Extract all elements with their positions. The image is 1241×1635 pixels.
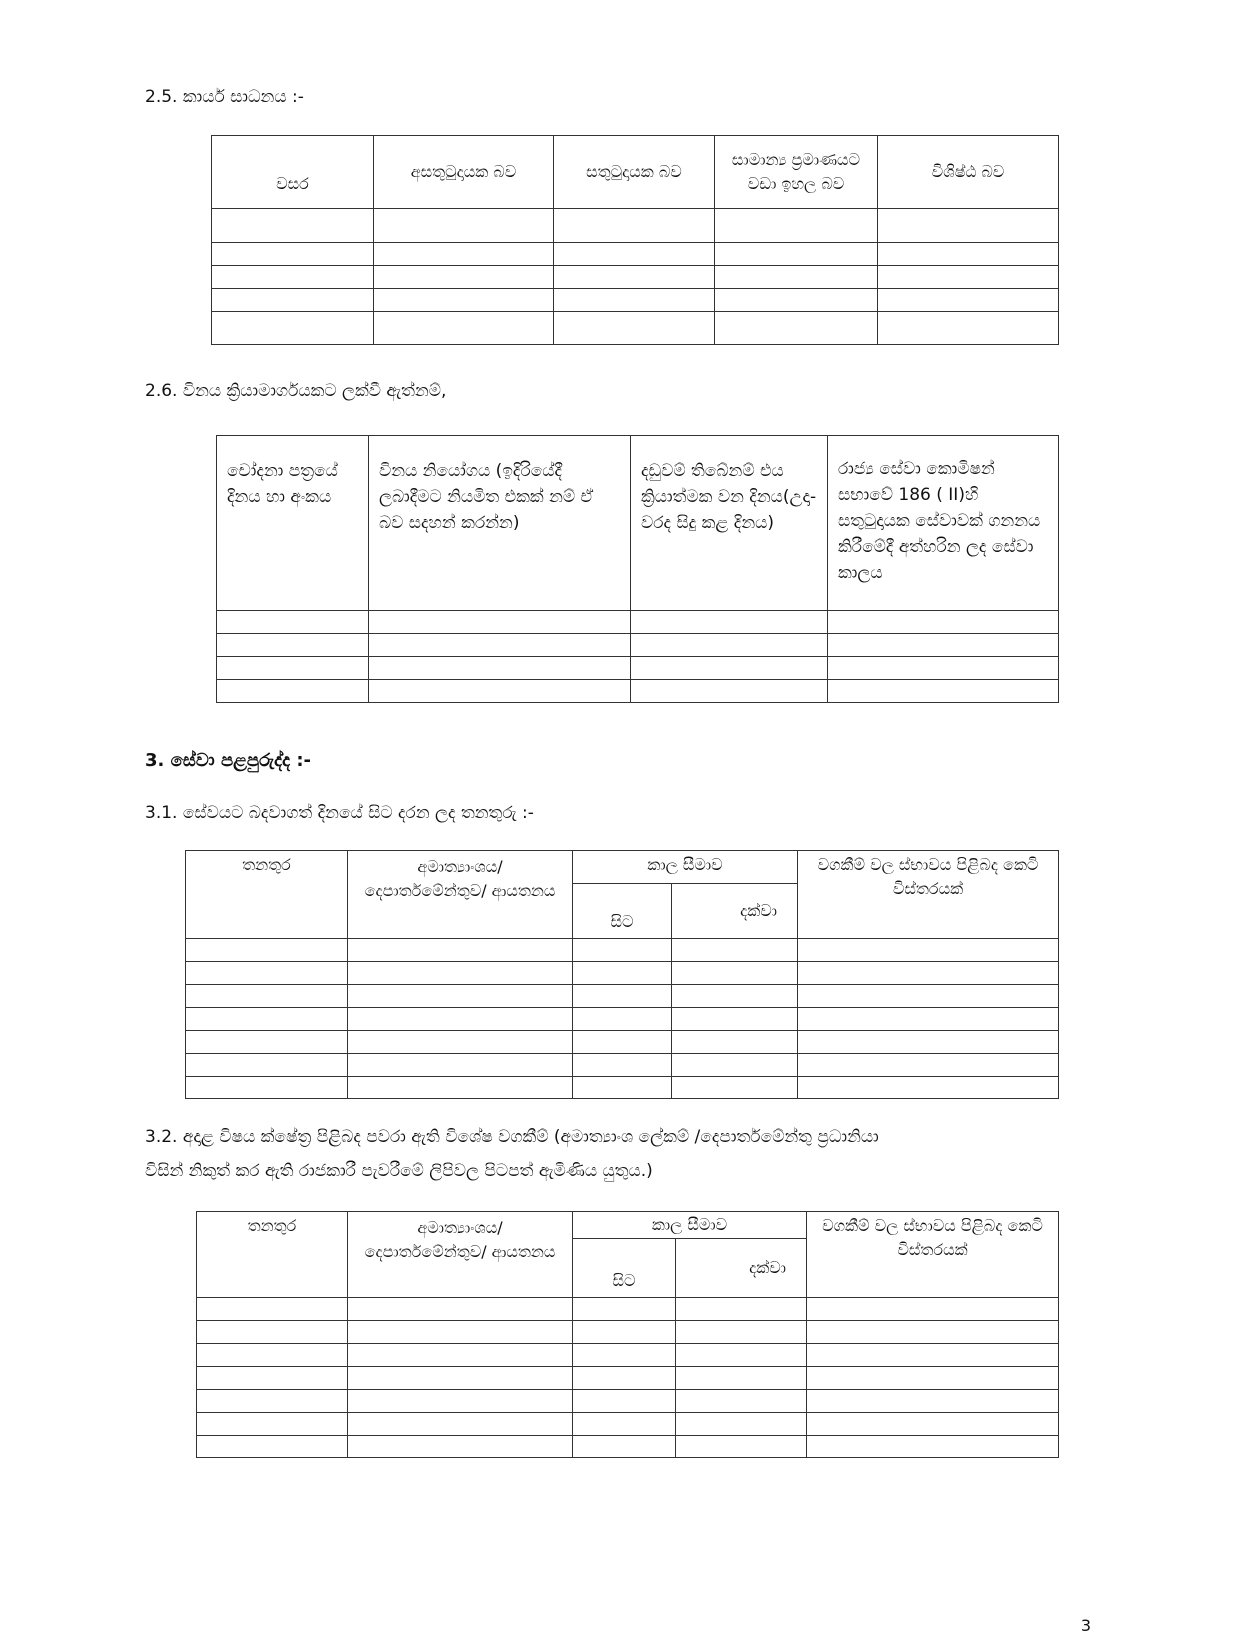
posts-held-table [185, 850, 1059, 1099]
disciplinary-table [216, 435, 1059, 703]
col-punishment-date: දඩුවම් තිබේනම් එය ක්‍රියාත්මක වන දිනය(උදා- වරද සිදු කළ දිනය) [631, 436, 828, 611]
table-row [217, 611, 1059, 634]
col-from: සිට [573, 884, 672, 939]
col-period: කාල සීමාව [573, 1212, 807, 1239]
col-ministry: අමාත්‍යාංශය/ දෙපාර්තමේන්තුව/ ආයතනය [348, 1212, 573, 1298]
table-row [186, 939, 1059, 962]
col-satisfactory: සතුටුදායක බව [554, 136, 715, 209]
col-post: තනතුර [186, 851, 348, 939]
col-post: තනතුර [197, 1212, 348, 1298]
col-disciplinary-order: විනය නියෝගය (ඉදිරියේදී ලබාදීමට නියමිත එකක් නම් ඒ බව සදහන් කරන්න) [369, 436, 631, 611]
col-year: වසර [212, 136, 374, 209]
section-2-5-heading: 2.5. කාර්ය සාධනය :- [145, 87, 304, 107]
table-row [197, 1436, 1059, 1458]
col-nature: වගකීම් වල ස්භාවය පිළිබද කෙටි විස්තරයක් [807, 1212, 1059, 1298]
table-row [186, 1054, 1059, 1077]
table-row [217, 634, 1059, 657]
col-charge-sheet-date: චෝදනා පත්‍රයේ දිනය හා අංකය [217, 436, 369, 611]
table-row [197, 1298, 1059, 1321]
table-row [197, 1367, 1059, 1390]
table-row [197, 1390, 1059, 1413]
col-excellent: විශිෂ්ඨ බව [878, 136, 1059, 209]
section-3-heading: 3. සේවා පළපුරුද්ද :- [145, 750, 312, 771]
col-above-average: සාමාන්‍ය ප්‍රමාණයට වඩා ඉහල බව [715, 136, 878, 209]
table-row [186, 1077, 1059, 1099]
section-3-2-heading-line1: 3.2. අදාළ විෂය ක්ෂේත්‍ර පිළිබද පවරා ඇති විශේෂ වගකීම් (අමාත්‍යාංශ ලේකම් /දෙපාර්තමේන්තු ප්‍රධානියා [145, 1127, 879, 1147]
table-row [212, 266, 1059, 289]
table-row [186, 1008, 1059, 1031]
section-2-6-heading: 2.6. විනය ක්‍රියාමාර්ගයකට ලක්වී ඇත්නම්, [145, 381, 447, 401]
table-row [212, 243, 1059, 266]
special-responsibilities-table [196, 1211, 1059, 1458]
table-row [197, 1344, 1059, 1367]
col-excluded-service: රාජ්‍ය සේවා කොමිෂන් සභාවේ 186 ( II)හි සතුටුදායක සේවාවක් ගනනය කිරීමේදී අත්හරින ලද සේවා කාලය [828, 436, 1059, 611]
col-to: දක්වා [676, 1239, 807, 1298]
performance-table [211, 135, 1059, 345]
section-3-1-heading: 3.1. සේවයට බදවාගත් දිනයේ සිට දරන ලද තනතුරු :- [145, 803, 534, 823]
table-row [212, 312, 1059, 345]
table-row [212, 209, 1059, 243]
table-row [197, 1321, 1059, 1344]
section-3-2-heading-line2: විසින් නිකුත් කර ඇති රාජකාරී පැවරීමේ ලිපිවල පිටපත් ඇමිණිය යුතුය.) [145, 1161, 653, 1181]
table-row [212, 289, 1059, 312]
col-period: කාල සීමාව [573, 851, 798, 884]
col-to: දක්වා [672, 884, 798, 939]
page-number: 3 [1080, 1616, 1091, 1635]
section-3-2-heading [145, 1120, 1095, 1188]
col-ministry: අමාත්‍යාංශය/ දෙපාර්තමේන්තුව/ ආයතනය [348, 851, 573, 939]
table-row [197, 1413, 1059, 1436]
col-unsatisfactory: අසතුටුදායක බව [374, 136, 554, 209]
table-row [186, 1031, 1059, 1054]
table-row [186, 962, 1059, 985]
table-row [186, 985, 1059, 1008]
col-from: සිට [573, 1239, 676, 1298]
col-nature: වගකීම් වල ස්භාවය පිළිබද කෙටි විස්තරයක් [798, 851, 1059, 939]
table-row [217, 680, 1059, 703]
table-row [217, 657, 1059, 680]
